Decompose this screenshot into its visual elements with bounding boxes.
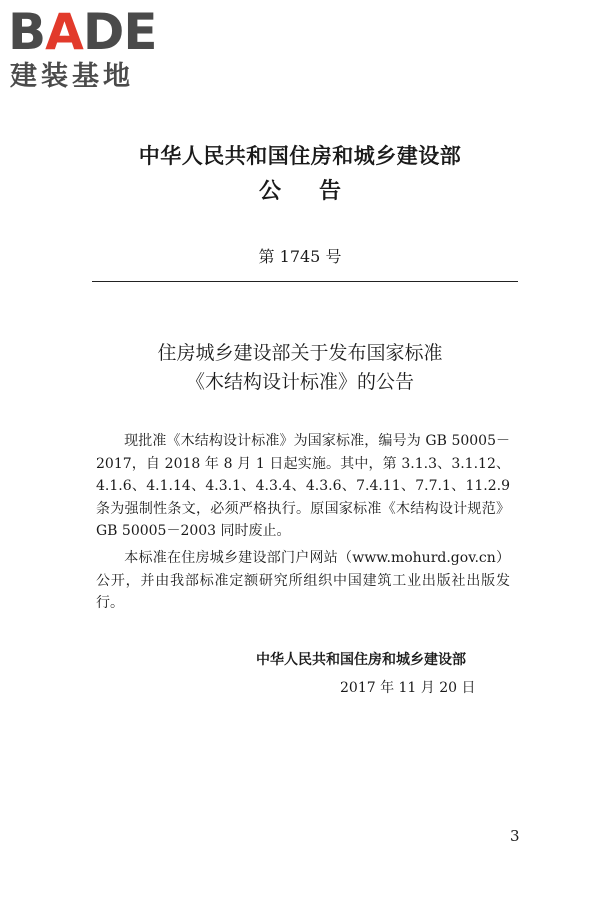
bade-logo	[8, 3, 178, 92]
body-paragraph-2	[96, 547, 510, 615]
header-divider	[92, 281, 518, 282]
page-number: 3	[510, 827, 520, 845]
ministry-title: 中华人民共和国住房和城乡建设部	[138, 144, 462, 168]
notice-title-line-1: 住房城乡建设部关于发布国家标准	[157, 342, 443, 364]
signature-organization: 中华人民共和国住房和城乡建设部	[256, 652, 466, 668]
body-paragraph-1-text: 现批准《木结构设计标准》为国家标准，编号为 GB 50005－2017，自 2018 年 8 月 1 日起实施。其中，第 3.1.3、3.1.12、4.1.6、4.1.14、4.3.1、4.3.4、4.3.6、7.4.11、7.7.1、11.2.9 条为强制性条文，必须严格执行。原国家标准《木结构设计规范》GB 50005－2003 同时废止。	[96, 433, 510, 539]
logo-subtitle: 建装基地	[10, 61, 134, 92]
body-paragraph-1	[96, 430, 510, 543]
signature-date: 2017 年 11 月 20 日	[340, 680, 476, 696]
logo-letters-de: DE	[82, 3, 157, 61]
logo-wordmark	[8, 3, 157, 61]
document-number: 第 1745 号	[258, 247, 342, 266]
announcement-label: 公告	[258, 179, 379, 204]
logo-letter-b: B	[8, 3, 46, 61]
logo-letter-a-accent: A	[45, 3, 83, 61]
body-paragraph-2-text: 本标准在住房城乡建设部门户网站（www.mohurd.gov.cn）公开，并由我部标准定额研究所组织中国建筑工业出版社出版发行。	[96, 550, 510, 611]
notice-title-line-2: 《木结构设计标准》的公告	[185, 371, 414, 393]
